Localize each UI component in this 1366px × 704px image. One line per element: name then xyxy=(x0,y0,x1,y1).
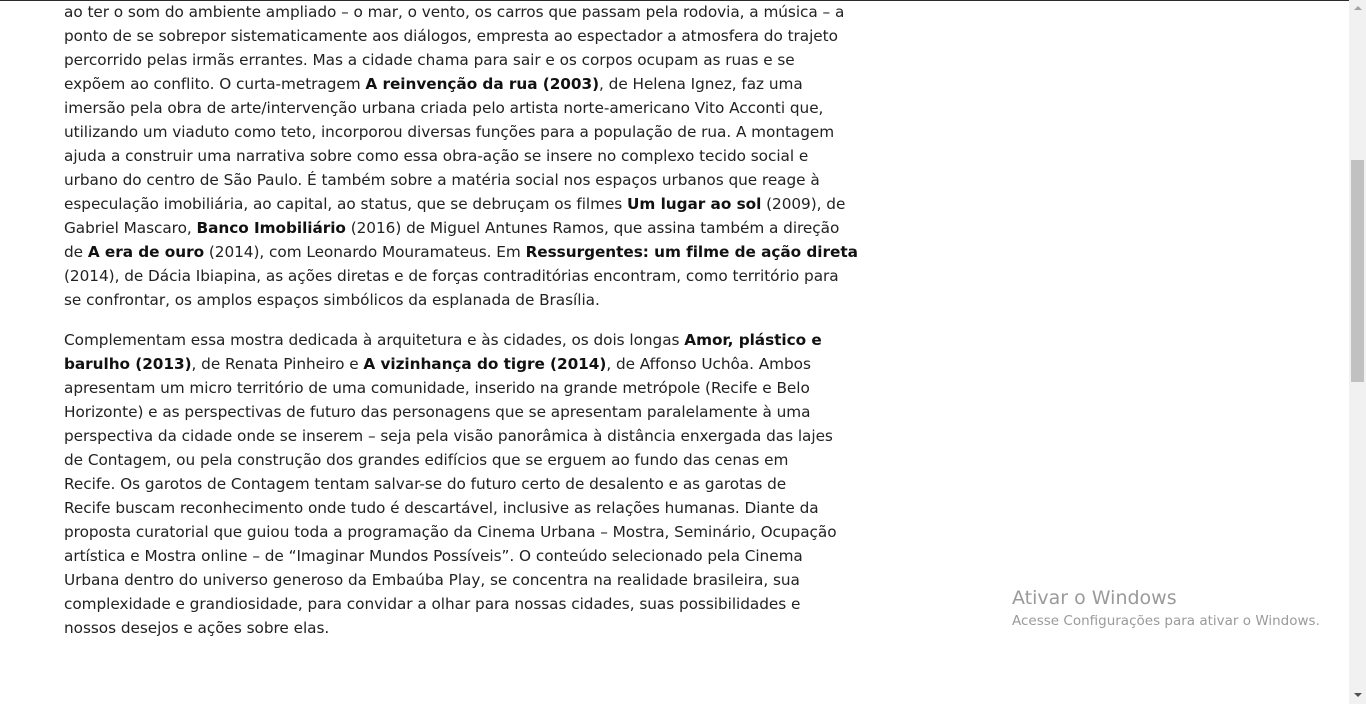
text-run: , de Renata Pinheiro e xyxy=(191,355,364,373)
bold-film-title: Amor, plástico e xyxy=(684,331,822,349)
text-run: ao ter o som do ambiente ampliado – o mar, o vento, os carros que passam pela rodovia, a música – a xyxy=(64,3,845,21)
bold-film-title: A vizinhança do tigre (2014) xyxy=(363,355,607,373)
text-run: Recife buscam reconhecimento onde tudo é descartável, inclusive as relações humanas. Diante da xyxy=(64,499,819,517)
scroll-down-arrow-icon[interactable] xyxy=(1349,687,1366,704)
text-run: de Contagem, ou pela construção dos grandes edifícios que se erguem ao fundo das cenas em xyxy=(64,451,789,469)
text-run: nossos desejos e ações sobre elas. xyxy=(64,619,330,637)
text-run: ajuda a construir uma narrativa sobre como essa obra-ação se insere no complexo tecido social e xyxy=(64,147,809,165)
text-run: , de Helena Ignez, faz uma xyxy=(599,75,803,93)
bold-film-title: A era de ouro xyxy=(87,243,205,261)
article-paragraph xyxy=(64,328,837,640)
scroll-up-arrow-icon[interactable] xyxy=(1349,0,1366,17)
text-run: Complementam essa mostra dedicada à arquitetura e às cidades, os dois longas xyxy=(64,331,685,349)
text-run: percorrido pelas irmãs errantes. Mas a cidade chama para sair e os corpos ocupam as ruas e se xyxy=(64,51,795,69)
text-run: (2016) de Miguel Antunes Ramos, que assina também a direção xyxy=(345,219,840,237)
scrollbar-thumb[interactable] xyxy=(1351,160,1364,382)
bold-film-title: Um lugar ao sol xyxy=(627,195,762,213)
text-run: especulação imobiliária, ao capital, ao status, que se debruçam os filmes xyxy=(64,195,628,213)
text-run: de xyxy=(64,243,88,261)
text-run: ponto de se sobrepor sistematicamente aos diálogos, empresta ao espectador a atmosfera do trajeto xyxy=(64,27,838,45)
vertical-scrollbar[interactable] xyxy=(1349,0,1366,704)
text-run: apresentam um micro território de uma comunidade, inserido na grande metrópole (Recife e Belo xyxy=(64,379,810,397)
text-run: , de Affonso Uchôa. Ambos xyxy=(606,355,811,373)
text-run: se confrontar, os amplos espaços simbólicos da esplanada de Brasília. xyxy=(64,291,600,309)
bold-film-title: Ressurgentes: um filme de ação direta xyxy=(525,243,858,261)
text-run: Gabriel Mascaro, xyxy=(64,219,197,237)
text-run: Urbana dentro do universo generoso da Embaúba Play, se concentra na realidade brasileira, sua xyxy=(64,571,800,589)
watermark-title: Ativar o Windows xyxy=(1012,587,1177,609)
text-run: expõem ao conflito. O curta-metragem xyxy=(64,75,366,93)
text-run: perspectiva da cidade onde se inserem – seja pela visão panorâmica à distância enxergada das lajes xyxy=(64,427,833,445)
text-run: utilizando um viaduto como teto, incorporou diversas funções para a população de rua. A montagem xyxy=(64,123,835,141)
text-run: Recife. Os garotos de Contagem tentam salvar-se do futuro certo de desalento e as garotas de xyxy=(64,475,787,493)
text-run: (2014), com Leonardo Mouramateus. Em xyxy=(204,243,526,261)
watermark-subtitle: Acesse Configurações para ativar o Windows. xyxy=(1012,613,1320,629)
text-run: complexidade e grandiosidade, para convidar a olhar para nossas cidades, suas possibilidades e xyxy=(64,595,801,613)
article-paragraph xyxy=(64,0,858,312)
bold-film-title: barulho (2013) xyxy=(64,355,192,373)
text-run: (2009), de xyxy=(761,195,846,213)
text-run: artística e Mostra online – de “Imaginar Mundos Possíveis”. O conteúdo selecionado pela Cinema xyxy=(64,547,803,565)
text-run: (2014), de Dácia Ibiapina, as ações diretas e de forças contraditórias encontram, como território para xyxy=(64,267,839,285)
text-run: Horizonte) e as perspectivas de futuro das personagens que se apresentam paralelamente à uma xyxy=(64,403,811,421)
text-run: proposta curatorial que guiou toda a programação da Cinema Urbana – Mostra, Seminário, Ocupação xyxy=(64,523,837,541)
text-run: imersão pela obra de arte/intervenção urbana criada pelo artista norte-americano Vito Acconti que, xyxy=(64,99,824,117)
text-run: urbano do centro de São Paulo. É também sobre a matéria social nos espaços urbanos que reage à xyxy=(64,171,820,189)
bold-film-title: A reinvenção da rua (2003) xyxy=(365,75,600,93)
bold-film-title: Banco Imobiliário xyxy=(196,219,346,237)
windows-activation-watermark xyxy=(1012,586,1320,632)
